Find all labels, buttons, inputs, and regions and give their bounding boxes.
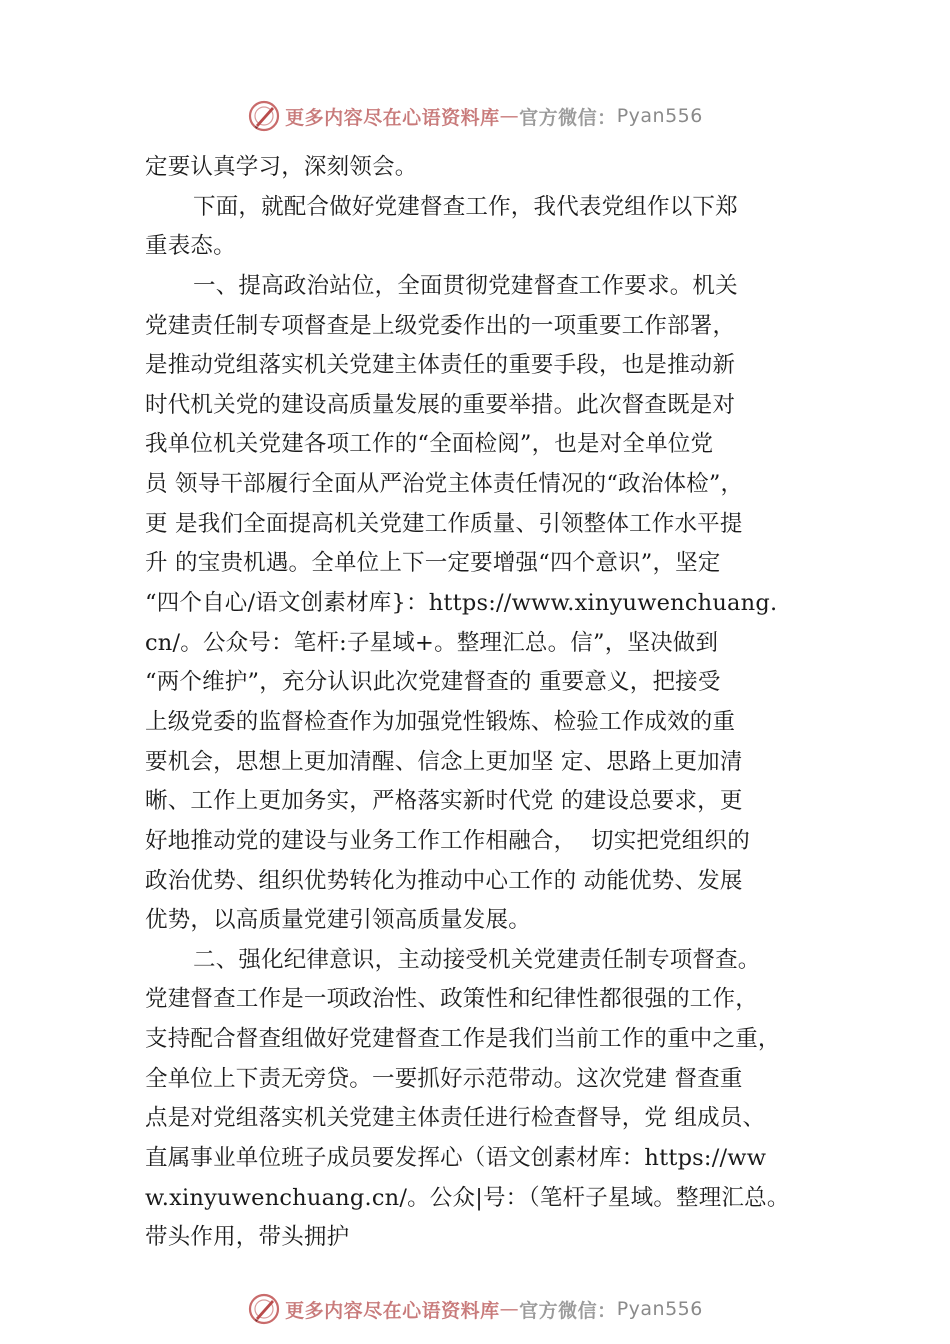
- text-line: 带头作用，带头拥护: [145, 1224, 350, 1251]
- text-line: w.xinyuwenchuang.cn/。公众|号：（笔杆子星域。整理汇总。: [145, 1184, 790, 1211]
- text-line: 点是对党组落实机关党建主体责任进行检查督导，党 组成员、: [145, 1105, 766, 1132]
- watermark-separator: —: [499, 1298, 520, 1320]
- text-line: 党建督查工作是一项政治性、政策性和纪律性都很强的工作，: [145, 986, 758, 1013]
- text-line: cn/。公众号：笔杆:子星域+。整理汇总。信”，坚决做到: [145, 629, 719, 656]
- document-body: [145, 148, 845, 1258]
- watermark-main-text: 更多内容尽在心语资料库: [285, 1299, 500, 1322]
- text-line: 党建责任制专项督查是上级党委作出的一项重要工作部署，: [145, 312, 736, 339]
- text-line: 直属事业单位班子成员要发挥心（语文创素材库：https://ww: [145, 1145, 767, 1172]
- text-line: 政治优势、组织优势转化为推动中心工作的 动能优势、发展: [145, 867, 743, 894]
- watermark-sub-text: 官方微信：: [519, 1299, 617, 1322]
- text-line: 全单位上下责无旁贷。一要抓好示范带动。这次党建 督查重: [145, 1065, 743, 1092]
- brush-logo-icon: [247, 1292, 281, 1326]
- text-line: 我单位机关党建各项工作的“全面检阅”，也是对全单位党: [145, 431, 714, 458]
- text-line: 一、提高政治站位，全面贯彻党建督查工作要求。机关: [193, 272, 738, 299]
- text-line: 二、强化纪律意识，主动接受机关党建责任制专项督查。: [193, 946, 761, 973]
- watermark-separator: —: [499, 105, 520, 127]
- text-line: 定要认真学习，深刻领会。: [145, 154, 418, 180]
- text-line: 时代机关党的建设高质量发展的重要举措。此次督查既是对: [145, 391, 736, 418]
- text-line: 升 的宝贵机遇。全单位上下一定要增强“四个意识”，坚定: [145, 550, 721, 577]
- text-line: 要机会，思想上更加清醒、信念上更加坚 定、思路上更加清: [145, 748, 743, 775]
- text-line: “两个维护”，充分认识此次党建督查的 重要意义，把接受: [145, 669, 721, 696]
- text-line: 优势，以高质量党建引领高质量发展。: [145, 907, 531, 934]
- text-line: “四个自心/语文创素材库}：https://www.xinyuwenchuang.: [145, 590, 778, 617]
- watermark-sub-text: 官方微信：: [519, 106, 617, 129]
- watermark-main-text: 更多内容尽在心语资料库: [285, 106, 500, 129]
- text-line: 更 是我们全面提高机关党建工作质量、引领整体工作水平提: [145, 510, 743, 537]
- text-line: 下面，就配合做好党建督查工作，我代表党组作以下郑: [193, 193, 738, 220]
- watermark-footer: [0, 1289, 950, 1329]
- brush-logo-icon: [247, 99, 281, 133]
- text-line: 是推动党组落实机关党建主体责任的重要手段，也是推动新: [145, 352, 736, 379]
- watermark-wechat-id: Pyan556: [616, 105, 703, 127]
- watermark-header: [0, 96, 950, 136]
- text-line: 晰、工作上更加务实，严格落实新时代党 的建设总要求，更: [145, 788, 743, 815]
- text-line: 好地推动党的建设与业务工作工作相融合， 切实把党组织的: [145, 827, 750, 854]
- text-line: 支持配合督查组做好党建督查工作是我们当前工作的重中之重，: [145, 1026, 781, 1053]
- text-line: 重表态。: [145, 233, 236, 260]
- text-line: 上级党委的监督检查作为加强党性锻炼、检验工作成效的重: [145, 708, 736, 735]
- watermark-wechat-id: Pyan556: [616, 1298, 703, 1320]
- text-line: 员 领导干部履行全面从严治党主体责任情况的“政治体检”，: [145, 471, 744, 498]
